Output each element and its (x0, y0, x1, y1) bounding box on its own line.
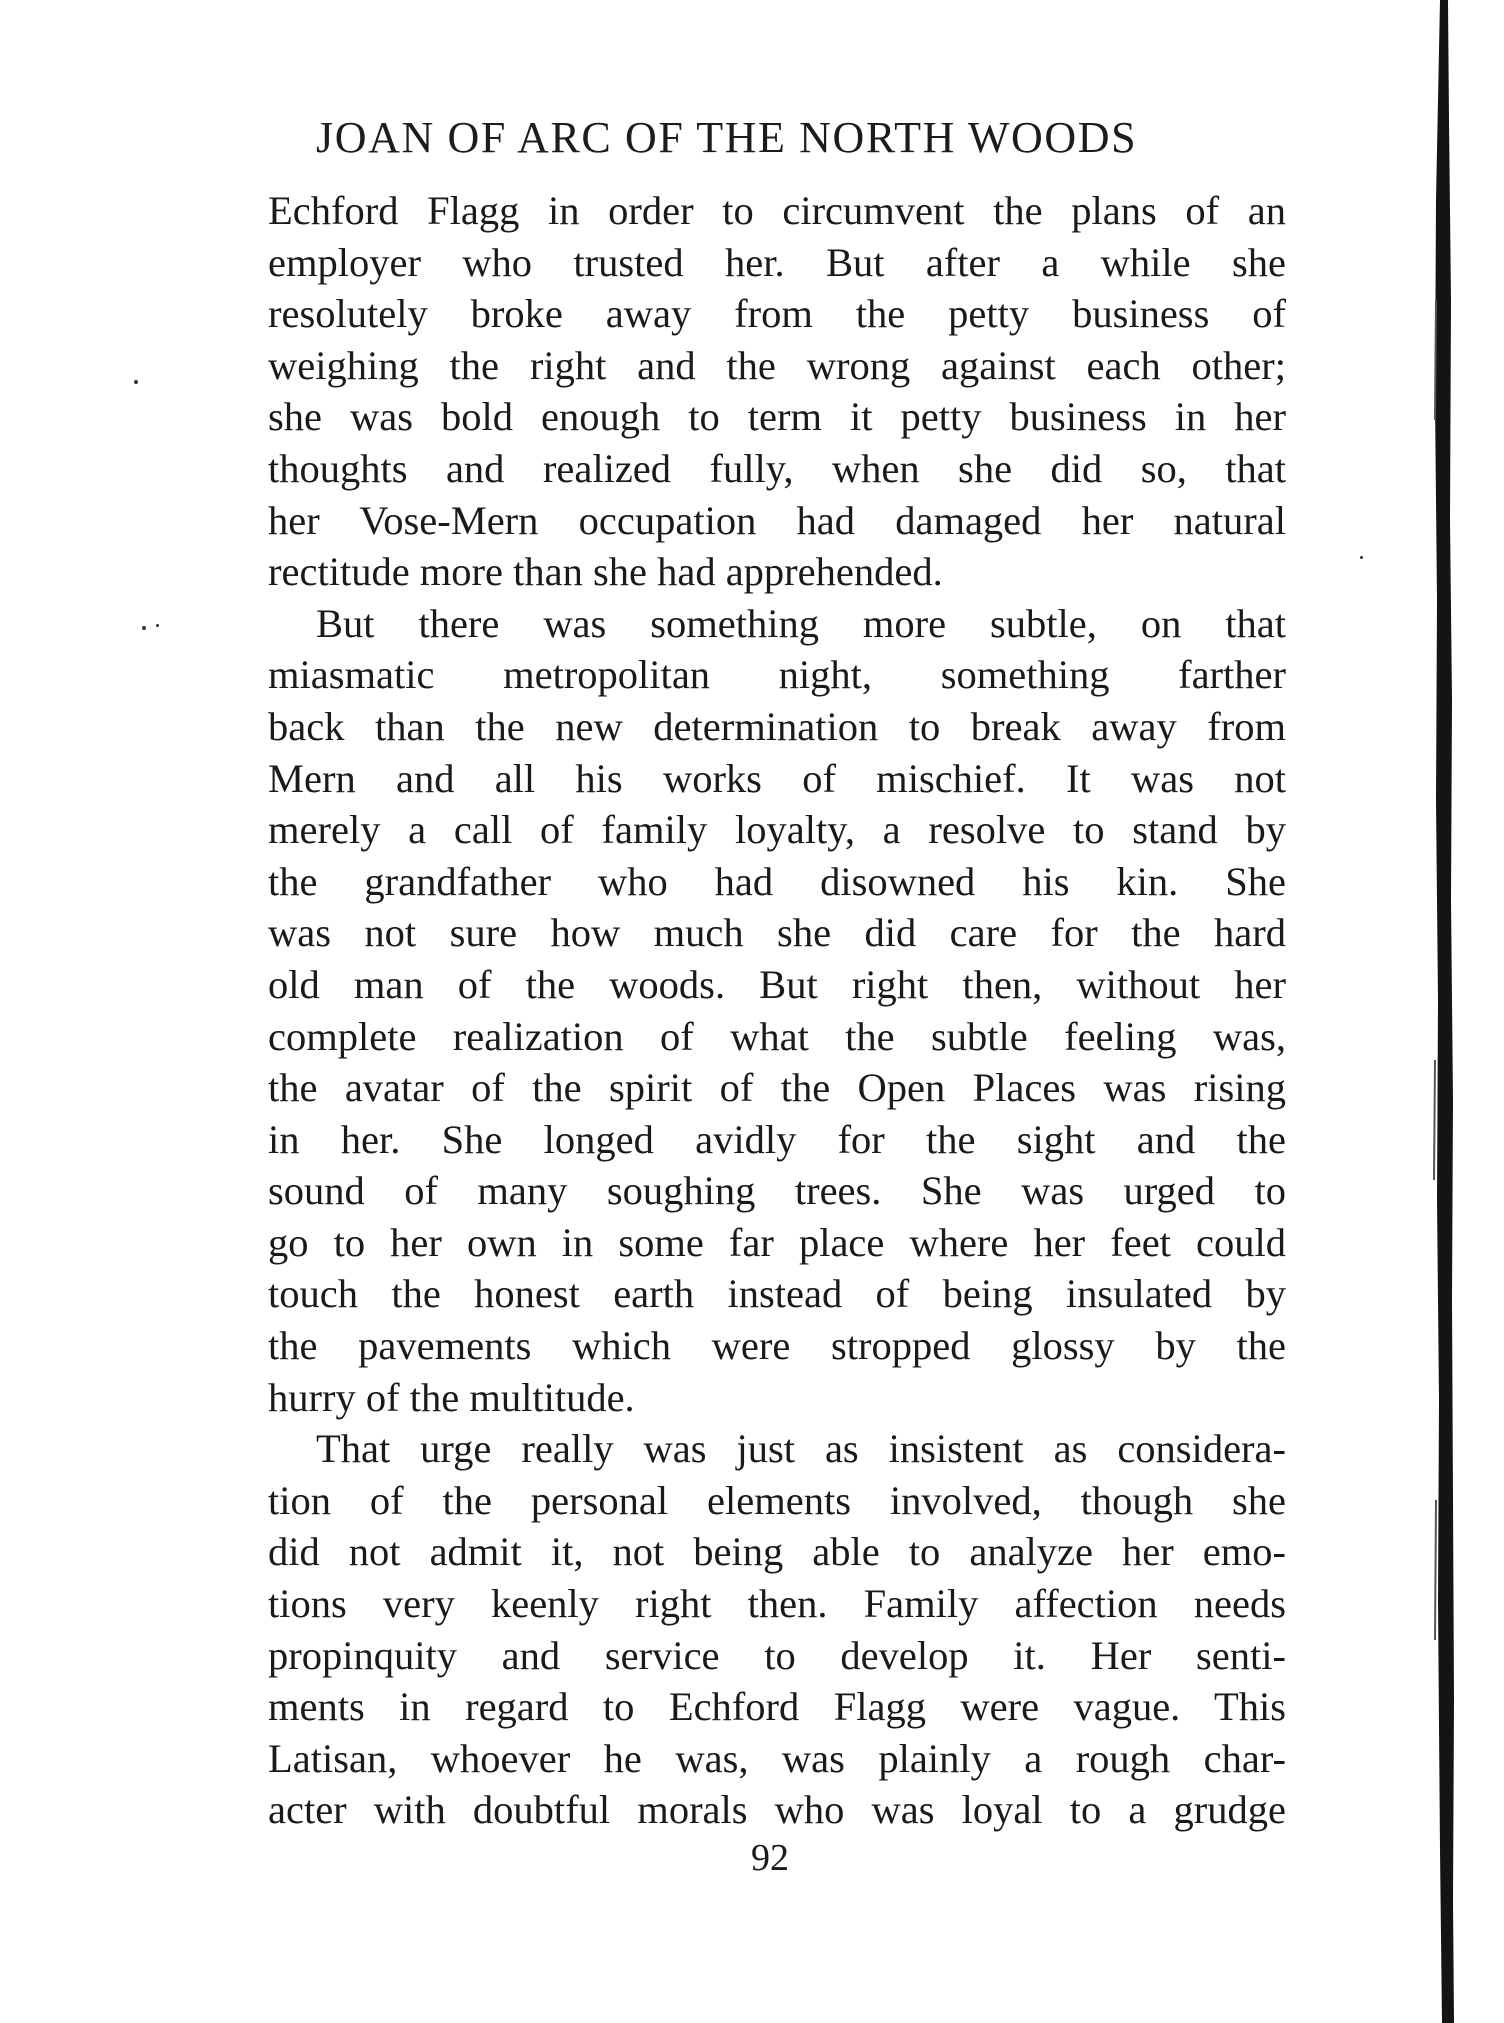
text-line: in her. She longed avidly for the sight and the (268, 1116, 1286, 1162)
scan-speck (1360, 556, 1363, 559)
text-line: the avatar of the spirit of the Open Places was rising (268, 1065, 1286, 1111)
text-line: go to her own in some far place where her feet could (268, 1219, 1286, 1265)
text-line: back than the new determination to break away from (268, 703, 1286, 749)
text-line: thoughts and realized fully, when she did so, that (268, 445, 1286, 491)
text-line: did not admit it, not being able to analyze her emo- (268, 1529, 1286, 1575)
scan-speck (156, 624, 159, 627)
running-head: JOAN OF ARC OF THE NORTH WOODS (316, 113, 1138, 162)
text-line: complete realization of what the subtle feeling was, (268, 1013, 1286, 1059)
binding-shadow (1432, 0, 1454, 2023)
text-line: merely a call of family loyalty, a resolve to stand by (268, 807, 1286, 853)
body-text (268, 185, 1286, 1836)
text-line: Echford Flagg in order to circumvent the plans of an (268, 188, 1286, 233)
text-line: resolutely broke away from the petty business of (268, 291, 1286, 337)
text-line: employer who trusted her. But after a while she (268, 239, 1286, 285)
text-line: weighing the right and the wrong against each other; (268, 342, 1286, 388)
text-line: old man of the woods. But right then, without her (268, 961, 1286, 1007)
text-line: was not sure how much she did care for the hard (268, 910, 1286, 956)
paragraph-2 (268, 598, 1286, 1424)
text-line: acter with doubtful morals who was loyal to a grudge (268, 1787, 1286, 1833)
paragraph-3 (268, 1423, 1286, 1836)
text-line: hurry of the multitude. (268, 1374, 635, 1420)
text-line: the pavements which were stropped glossy by the (268, 1323, 1286, 1369)
text-line: sound of many soughing trees. She was urged to (268, 1168, 1286, 1214)
text-line: ments in regard to Echford Flagg were vague. This (268, 1684, 1286, 1730)
text-line: miasmatic metropolitan night, something farther (268, 652, 1286, 698)
text-line: rectitude more than she had apprehended. (268, 549, 943, 595)
text-line: propinquity and service to develop it. Her senti- (268, 1632, 1286, 1678)
scan-speck (142, 626, 146, 630)
page-number: 92 (751, 1837, 789, 1879)
text-line: That urge really was just as insistent as considera- (316, 1426, 1286, 1472)
scan-speck (134, 380, 138, 384)
text-line: tion of the personal elements involved, though she (268, 1477, 1286, 1523)
text-line: touch the honest earth instead of being insulated by (268, 1271, 1286, 1317)
text-line: she was bold enough to term it petty business in her (268, 394, 1286, 440)
text-line: the grandfather who had disowned his kin. She (268, 858, 1286, 904)
text-line: But there was something more subtle, on that (316, 600, 1286, 646)
text-line: Mern and all his works of mischief. It was not (268, 755, 1286, 801)
text-line: Latisan, whoever he was, was plainly a rough char- (268, 1735, 1286, 1781)
text-line: tions very keenly right then. Family affection needs (268, 1581, 1286, 1627)
paragraph-1 (268, 185, 1286, 598)
text-line: her Vose-Mern occupation had damaged her natural (268, 497, 1286, 543)
